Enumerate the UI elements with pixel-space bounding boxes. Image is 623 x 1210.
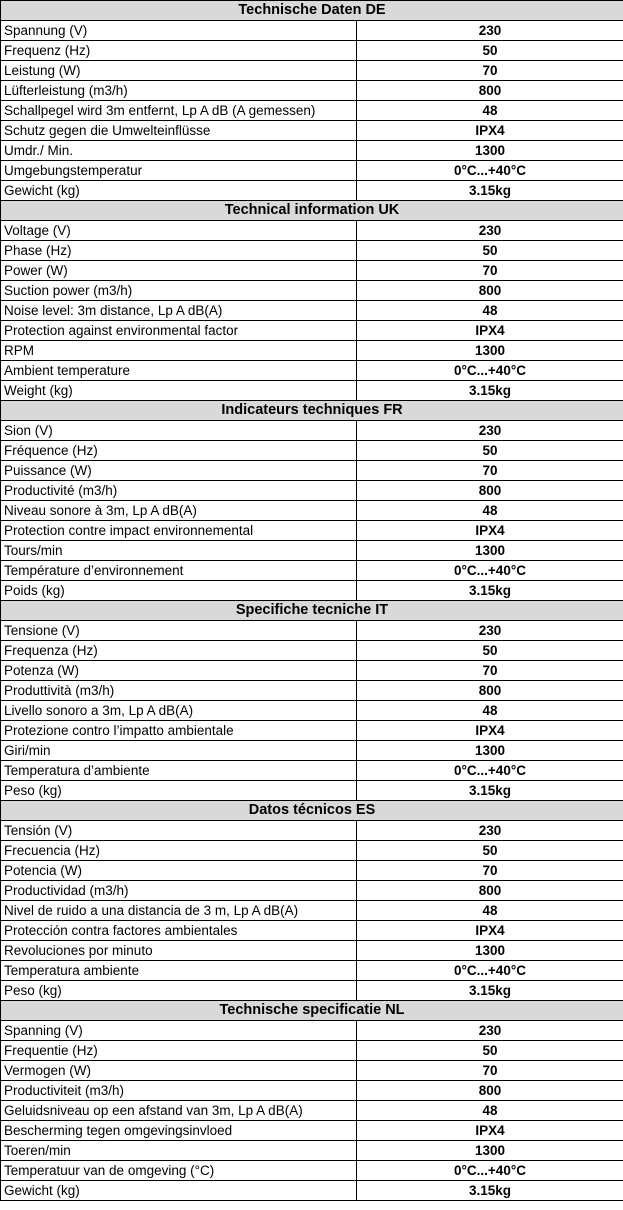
table-row — [1, 661, 623, 681]
spec-label: Protection contre impact environnemental — [1, 521, 357, 541]
spec-label: Sion (V) — [1, 421, 357, 441]
spec-label: Gewicht (kg) — [1, 181, 357, 201]
table-row — [1, 881, 623, 901]
table-row — [1, 541, 623, 561]
table-row — [1, 501, 623, 521]
table-row — [1, 1161, 623, 1181]
spec-value: 0°C...+40°C — [357, 1161, 623, 1181]
spec-value: 800 — [357, 1081, 623, 1101]
spec-label: Voltage (V) — [1, 221, 357, 241]
spec-value: 230 — [357, 821, 623, 841]
section-title: Indicateurs techniques FR — [1, 401, 623, 421]
spec-value: 48 — [357, 101, 623, 121]
spec-value: 0°C...+40°C — [357, 761, 623, 781]
spec-value: 0°C...+40°C — [357, 961, 623, 981]
table-row — [1, 821, 623, 841]
spec-label: Ambient temperature — [1, 361, 357, 381]
table-row — [1, 921, 623, 941]
spec-value: 3.15kg — [357, 981, 623, 1001]
spec-label: Temperatura d’ambiente — [1, 761, 357, 781]
table-row — [1, 341, 623, 361]
spec-label: Potencia (W) — [1, 861, 357, 881]
table-row — [1, 381, 623, 401]
table-row — [1, 41, 623, 61]
spec-label: Frequenz (Hz) — [1, 41, 357, 61]
spec-value: 800 — [357, 881, 623, 901]
spec-value: 1300 — [357, 1141, 623, 1161]
table-row — [1, 961, 623, 981]
table-row — [1, 781, 623, 801]
spec-value: 48 — [357, 501, 623, 521]
spec-label: Potenza (W) — [1, 661, 357, 681]
spec-label: Schallpegel wird 3m entfernt, Lp A dB (A gemessen) — [1, 101, 357, 121]
spec-label: Nivel de ruido a una distancia de 3 m, Lp A dB(A) — [1, 901, 357, 921]
spec-value: 3.15kg — [357, 181, 623, 201]
section-header-row — [1, 1001, 623, 1021]
spec-label: Tensione (V) — [1, 621, 357, 641]
spec-label: Vermogen (W) — [1, 1061, 357, 1081]
spec-label: Productivité (m3/h) — [1, 481, 357, 501]
table-row — [1, 461, 623, 481]
spec-label: Power (W) — [1, 261, 357, 281]
spec-label: Gewicht (kg) — [1, 1181, 357, 1201]
spec-label: Suction power (m3/h) — [1, 281, 357, 301]
spec-value: 50 — [357, 641, 623, 661]
spec-label: Produttività (m3/h) — [1, 681, 357, 701]
spec-label: Protección contra factores ambientales — [1, 921, 357, 941]
spec-value: 230 — [357, 21, 623, 41]
spec-label: Leistung (W) — [1, 61, 357, 81]
table-row — [1, 841, 623, 861]
section-header-row — [1, 1, 623, 21]
section-header-row — [1, 601, 623, 621]
spec-value: 230 — [357, 421, 623, 441]
spec-label: Poids (kg) — [1, 581, 357, 601]
spec-value: 50 — [357, 41, 623, 61]
table-row — [1, 301, 623, 321]
table-row — [1, 121, 623, 141]
spec-value: 0°C...+40°C — [357, 361, 623, 381]
spec-label: Frequenza (Hz) — [1, 641, 357, 661]
table-row — [1, 1041, 623, 1061]
spec-value: 50 — [357, 441, 623, 461]
table-row — [1, 561, 623, 581]
spec-label: Protezione contro l’impatto ambientale — [1, 721, 357, 741]
spec-value: 0°C...+40°C — [357, 161, 623, 181]
spec-label: Niveau sonore à 3m, Lp A dB(A) — [1, 501, 357, 521]
spec-label: Temperatura ambiente — [1, 961, 357, 981]
section-title: Technische specificatie NL — [1, 1001, 623, 1021]
table-row — [1, 681, 623, 701]
table-row — [1, 281, 623, 301]
table-row — [1, 761, 623, 781]
spec-value: 50 — [357, 241, 623, 261]
spec-label: Frecuencia (Hz) — [1, 841, 357, 861]
spec-value: 1300 — [357, 541, 623, 561]
spec-value: 1300 — [357, 741, 623, 761]
spec-value: 48 — [357, 701, 623, 721]
spec-label: Lüfterleistung (m3/h) — [1, 81, 357, 101]
spec-value: IPX4 — [357, 721, 623, 741]
table-row — [1, 21, 623, 41]
spec-label: Productiviteit (m3/h) — [1, 1081, 357, 1101]
table-row — [1, 521, 623, 541]
spec-value: 230 — [357, 221, 623, 241]
spec-value: 800 — [357, 81, 623, 101]
section-title: Datos técnicos ES — [1, 801, 623, 821]
table-row — [1, 61, 623, 81]
spec-value: 3.15kg — [357, 581, 623, 601]
table-row — [1, 101, 623, 121]
spec-label: Umgebungstemperatur — [1, 161, 357, 181]
table-row — [1, 441, 623, 461]
table-row — [1, 741, 623, 761]
table-row — [1, 81, 623, 101]
table-row — [1, 1021, 623, 1041]
table-row — [1, 361, 623, 381]
table-row — [1, 421, 623, 441]
table-row — [1, 581, 623, 601]
spec-value: 70 — [357, 1061, 623, 1081]
table-row — [1, 981, 623, 1001]
spec-label: Bescherming tegen omgevingsinvloed — [1, 1121, 357, 1141]
section-header-row — [1, 401, 623, 421]
section-title: Specifiche tecniche IT — [1, 601, 623, 621]
spec-label: Température d’environnement — [1, 561, 357, 581]
spec-label: Peso (kg) — [1, 981, 357, 1001]
table-row — [1, 1101, 623, 1121]
spec-value: 70 — [357, 861, 623, 881]
spec-label: Tensión (V) — [1, 821, 357, 841]
table-row — [1, 941, 623, 961]
table-row — [1, 1141, 623, 1161]
spec-value: 1300 — [357, 341, 623, 361]
spec-label: Tours/min — [1, 541, 357, 561]
table-row — [1, 1081, 623, 1101]
spec-label: Livello sonoro a 3m, Lp A dB(A) — [1, 701, 357, 721]
spec-label: Phase (Hz) — [1, 241, 357, 261]
table-row — [1, 1181, 623, 1201]
table-row — [1, 241, 623, 261]
spec-value: 70 — [357, 61, 623, 81]
spec-value: 70 — [357, 261, 623, 281]
spec-value: 800 — [357, 681, 623, 701]
spec-value: IPX4 — [357, 1121, 623, 1141]
section-title: Technical information UK — [1, 201, 623, 221]
spec-label: Revoluciones por minuto — [1, 941, 357, 961]
table-row — [1, 321, 623, 341]
table-row — [1, 721, 623, 741]
section-header-row — [1, 801, 623, 821]
spec-value: 800 — [357, 481, 623, 501]
table-row — [1, 261, 623, 281]
spec-label: Puissance (W) — [1, 461, 357, 481]
table-row — [1, 641, 623, 661]
table-row — [1, 701, 623, 721]
table-row — [1, 161, 623, 181]
spec-label: Peso (kg) — [1, 781, 357, 801]
spec-label: Schutz gegen die Umwelteinflüsse — [1, 121, 357, 141]
spec-label: Noise level: 3m distance, Lp A dB(A) — [1, 301, 357, 321]
spec-value: 230 — [357, 1021, 623, 1041]
spec-value: 48 — [357, 1101, 623, 1121]
spec-label: Geluidsniveau op een afstand van 3m, Lp A dB(A) — [1, 1101, 357, 1121]
spec-label: Fréquence (Hz) — [1, 441, 357, 461]
spec-value: 230 — [357, 621, 623, 641]
spec-label: Spanning (V) — [1, 1021, 357, 1041]
spec-value: 1300 — [357, 941, 623, 961]
section-header-row — [1, 201, 623, 221]
spec-value: 70 — [357, 661, 623, 681]
spec-label: Spannung (V) — [1, 21, 357, 41]
spec-value: IPX4 — [357, 521, 623, 541]
spec-label: Giri/min — [1, 741, 357, 761]
spec-label: Temperatuur van de omgeving (°C) — [1, 1161, 357, 1181]
spec-value: 48 — [357, 901, 623, 921]
spec-value: 48 — [357, 301, 623, 321]
spec-value: IPX4 — [357, 121, 623, 141]
table-row — [1, 621, 623, 641]
table-row — [1, 181, 623, 201]
spec-value: 50 — [357, 841, 623, 861]
spec-value: 50 — [357, 1041, 623, 1061]
spec-label: RPM — [1, 341, 357, 361]
spec-label: Toeren/min — [1, 1141, 357, 1161]
spec-value: 0°C...+40°C — [357, 561, 623, 581]
spec-label: Frequentie (Hz) — [1, 1041, 357, 1061]
spec-label: Productividad (m3/h) — [1, 881, 357, 901]
table-row — [1, 481, 623, 501]
table-row — [1, 901, 623, 921]
spec-value: 1300 — [357, 141, 623, 161]
spec-label: Umdr./ Min. — [1, 141, 357, 161]
spec-table-body — [1, 1, 623, 1201]
table-row — [1, 1121, 623, 1141]
spec-label: Weight (kg) — [1, 381, 357, 401]
spec-value: 3.15kg — [357, 1181, 623, 1201]
table-row — [1, 861, 623, 881]
spec-value: 800 — [357, 281, 623, 301]
table-row — [1, 141, 623, 161]
spec-value: IPX4 — [357, 321, 623, 341]
spec-value: 3.15kg — [357, 781, 623, 801]
section-title: Technische Daten DE — [1, 1, 623, 21]
spec-value: IPX4 — [357, 921, 623, 941]
spec-value: 3.15kg — [357, 381, 623, 401]
spec-value: 70 — [357, 461, 623, 481]
table-row — [1, 1061, 623, 1081]
table-row — [1, 221, 623, 241]
spec-label: Protection against environmental factor — [1, 321, 357, 341]
